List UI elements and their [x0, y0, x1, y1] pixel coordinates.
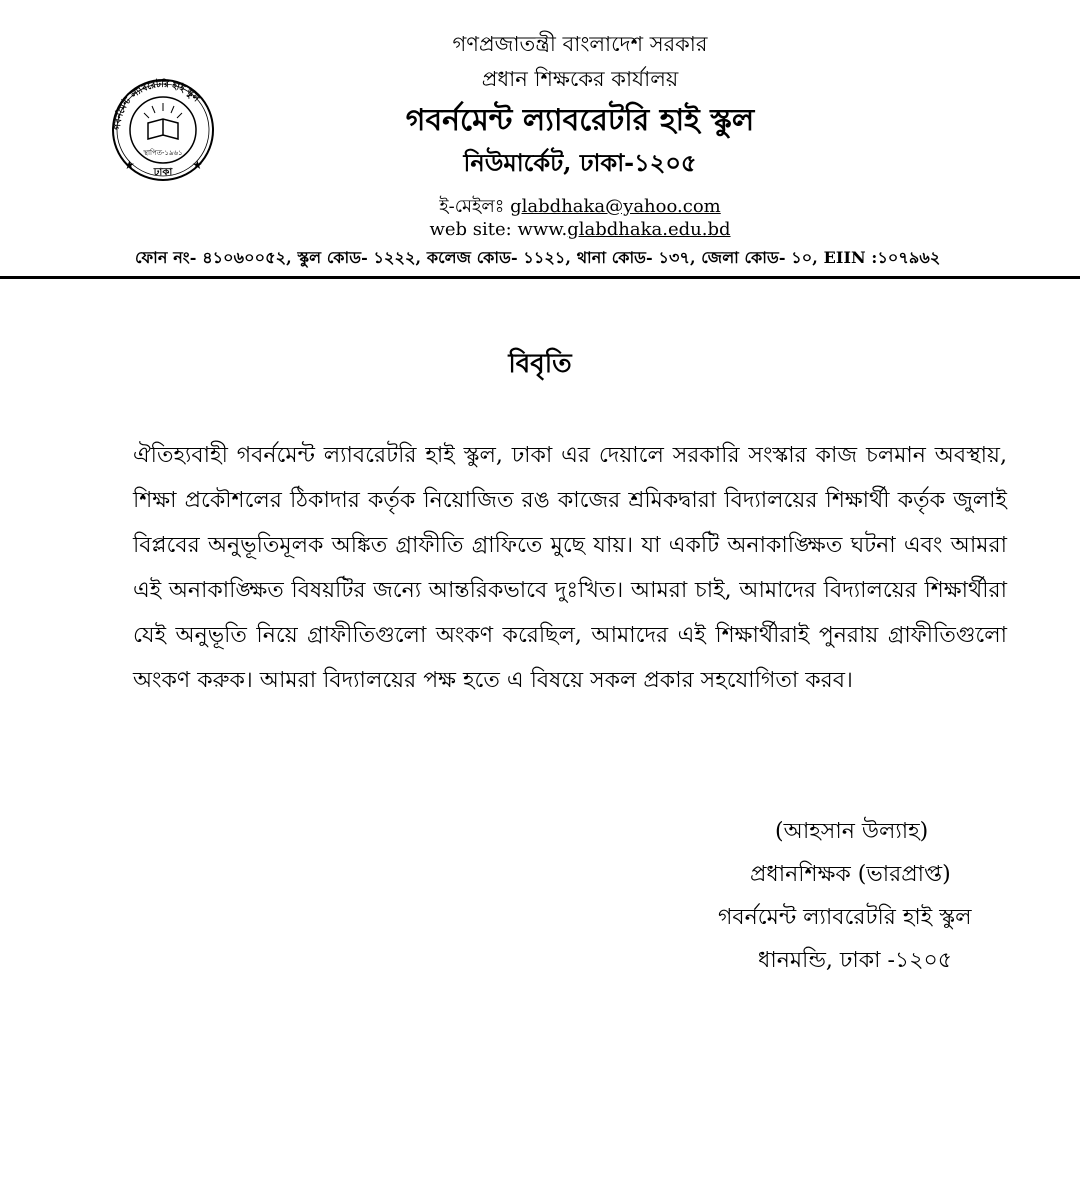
website-prefix: www. [517, 219, 568, 240]
email-label: ই-মেইলঃ [439, 196, 505, 217]
seal-bottom-text: ঢাকা [153, 167, 173, 178]
document-title: বিবৃতি [508, 349, 572, 379]
seal-year-text: স্থাপিত-১৯৬১ [143, 149, 183, 157]
website-row [300, 219, 860, 240]
svg-text:গবর্নমেন্ট ল্যাবরেটরি হাই স্কু [112, 77, 201, 130]
website-domain: glabdhaka.edu.bd [567, 219, 731, 240]
school-seal-icon [108, 75, 218, 195]
school-address: নিউমার্কেট, ঢাকা-১২০৫ [463, 148, 697, 177]
signatory-location: ধানমন্ডি, ঢাকা -১২০৫ [758, 948, 953, 973]
contact-codes: ফোন নং- ৪১০৬০০৫২, স্কুল কোড- ১২২২, কলেজ কোড- ১১২১, থানা কোড- ১৩৭, জেলা কোড- ১০, EIIN :১০৭৯৬২ [135, 248, 941, 267]
website-link[interactable] [517, 219, 730, 240]
signatory-designation: প্রধানশিক্ষক (ভারপ্রাপ্ত) [750, 862, 951, 887]
signature-block [690, 810, 1020, 982]
svg-text:★: ★ [192, 158, 203, 172]
svg-text:★: ★ [124, 158, 135, 172]
government-line: গণপ্রজাতন্ত্রী বাংলাদেশ সরকার [452, 32, 708, 56]
statement-body: ঐতিহ্যবাহী গবর্নমেন্ট ল্যাবরেটরি হাই স্কুল, ঢাকা এর দেয়ালে সরকারি সংস্কার কাজ চলমান অবস্থায়, শিক্ষা প্রকৌশলের ঠিকাদার কর্তৃক নিয়োজিত রঙ কাজের শ্রমিকদ্বারা বিদ্যালয়ের শিক্ষার্থী কর্তৃক জুলাই বিপ্লবের অনুভূতিমূলক অঙ্কিত গ্রাফীতি গ্রাফিতে মুছে যায়। যা একটি অনাকাঙ্ক্ষিত ঘটনা এবং আমরা এই অনাকাঙ্ক্ষিত বিষয়টির জন্যে আন্তরিকভাবে দুঃখিত। আমরা চাই, আমাদের বিদ্যালয়ের শিক্ষার্থীরা যেই অনুভূতি নিয়ে গ্রাফীতিগুলো অংকণ করেছিল, আমাদের এই শিক্ষার্থীরাই পুনরায় গ্রাফীতিগুলো অংকণ করুক। আমরা বিদ্যালয়ের পক্ষ হতে এ বিষয়ে সকল প্রকার সহযোগিতা করব। [133, 443, 1007, 693]
header-divider [0, 276, 1080, 279]
signatory-name: (আহসান উল্যাহ) [775, 819, 929, 844]
office-line: প্রধান শিক্ষকের কার্যালয় [481, 67, 679, 91]
email-link[interactable]: glabdhaka@yahoo.com [510, 196, 721, 217]
website-label: web site: [429, 219, 512, 240]
school-name: গবর্নমেন্ট ল্যাবরেটরি হাই স্কুল [405, 103, 755, 138]
seal-outer-text: গবর্নমেন্ট ল্যাবরেটরি হাই স্কুল [112, 79, 201, 131]
letterhead [0, 0, 1080, 280]
signatory-school: গবর্নমেন্ট ল্যাবরেটরি হাই স্কুল [718, 905, 972, 930]
